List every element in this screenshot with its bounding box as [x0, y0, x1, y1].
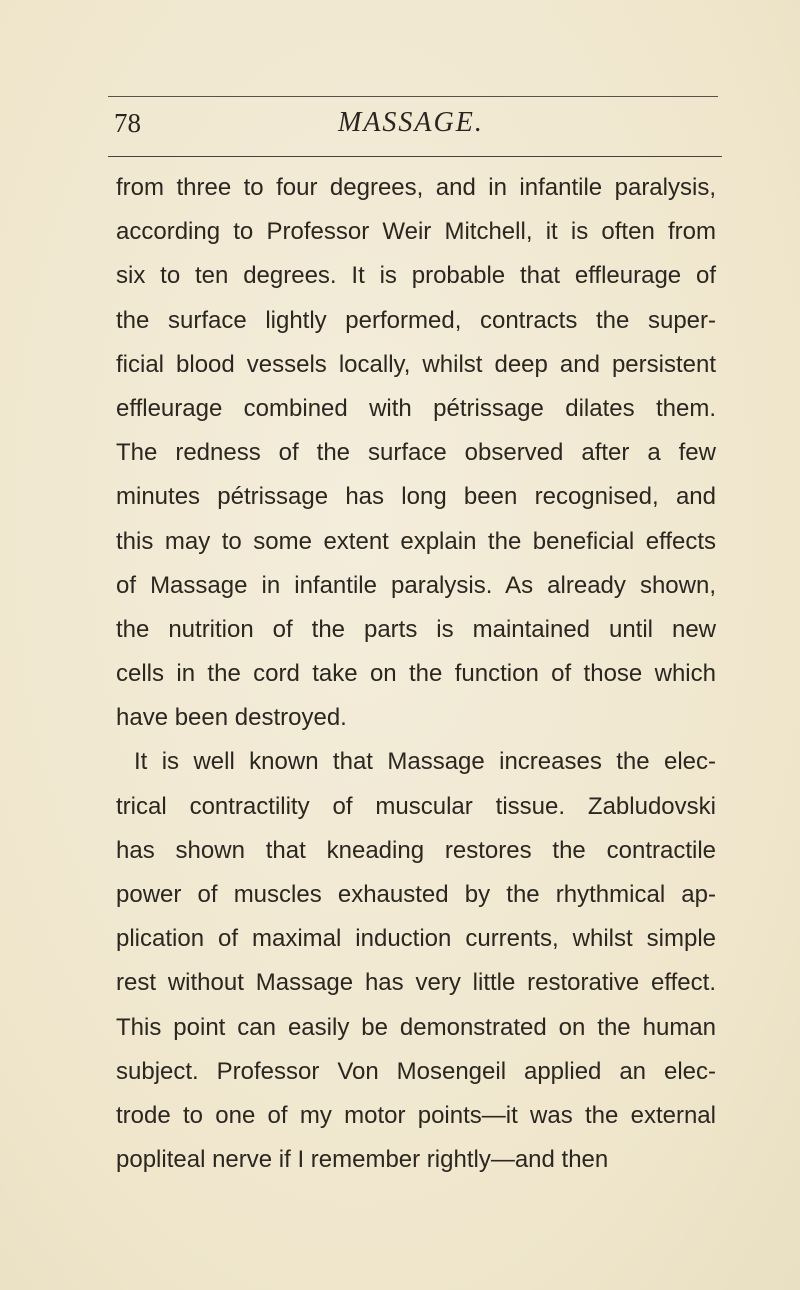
text-line: cells in the cord take on the function of those which	[116, 660, 716, 688]
text-line: trode to one of my motor points—it was the external	[116, 1101, 716, 1129]
text-line: this may to some extent explain the beneficial effects	[116, 527, 716, 555]
text-line: according to Professor Weir Mitchell, it is often from	[116, 218, 716, 246]
text-line: has shown that kneading restores the contractile	[116, 836, 716, 864]
paragraph-start-line: It is well known that Massage increases the elec-	[134, 748, 716, 776]
running-head: MASSAGE.	[338, 107, 484, 138]
body-text	[116, 166, 716, 1182]
paragraph-end-line: have been destroyed.	[116, 704, 347, 732]
text-line: plication of maximal induction currents, whilst simple	[116, 925, 716, 953]
text-line: popliteal nerve if I remember rightly—and then	[116, 1146, 609, 1174]
text-line: six to ten degrees. It is probable that effleurage of	[116, 262, 716, 290]
text-line: the surface lightly performed, contracts the super-	[116, 306, 716, 334]
header-rule-top	[108, 96, 718, 97]
text-line: The redness of the surface observed after a few	[116, 439, 716, 467]
text-line: ficial blood vessels locally, whilst deep and persistent	[116, 350, 716, 378]
text-line: minutes pétrissage has long been recognised, and	[116, 483, 716, 511]
text-line: This point can easily be demonstrated on the human	[116, 1013, 716, 1041]
page-number: 78	[114, 108, 141, 138]
text-line: from three to four degrees, and in infantile paralysis,	[116, 174, 716, 201]
text-line: power of muscles exhausted by the rhythmical ap-	[116, 881, 716, 908]
header-rule-bottom	[108, 156, 722, 157]
text-line: the nutrition of the parts is maintained until new	[116, 615, 716, 643]
text-line: subject. Professor Von Mosengeil applied an elec-	[116, 1057, 716, 1085]
text-line: rest without Massage has very little restorative effect.	[116, 969, 716, 997]
text-line: of Massage in infantile paralysis. As already shown,	[116, 571, 716, 599]
text-line: trical contractility of muscular tissue. Zabludovski	[116, 792, 716, 820]
text-line: effleurage combined with pétrissage dilates them.	[116, 394, 716, 422]
